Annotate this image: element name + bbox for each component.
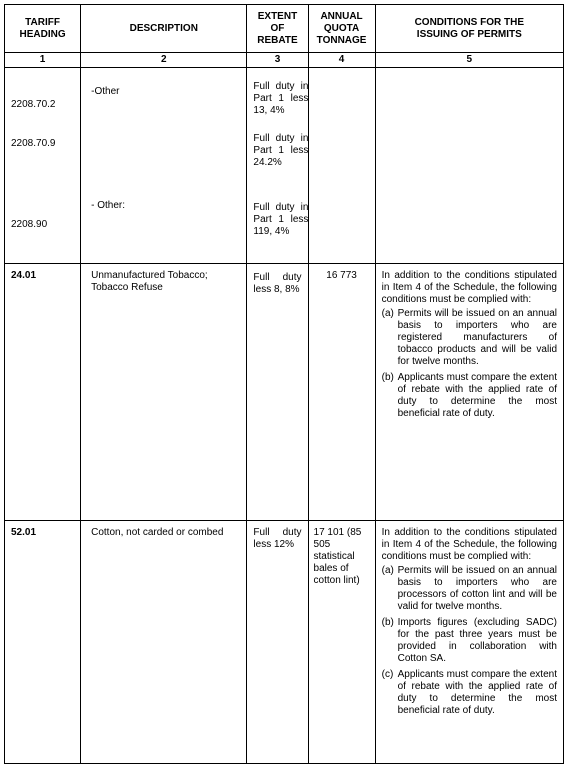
condition-label: (b) (381, 617, 394, 628)
header-row (5, 5, 564, 53)
rebate-text: Full duty less 8, 8% (253, 272, 302, 295)
column-number: 3 (247, 53, 308, 68)
tariff-heading: 52.01 (11, 527, 37, 538)
description-text: -Other (91, 86, 120, 97)
rebate-text: Full duty less 12% (253, 527, 302, 550)
tariff-code: 2208.90 (11, 219, 48, 230)
condition-item (382, 308, 557, 368)
tariff-codes-cell (5, 68, 81, 264)
conditions-intro: In addition to the conditions stipulated in Item 4 of the Schedule, the following conditions must be complied with: (381, 527, 557, 562)
tariff-heading: 24.01 (11, 270, 37, 281)
condition-text: Permits will be issued on an annual basis to importers who are registered manufacturers of tobacco products and will be valid for twelve months. (397, 308, 557, 367)
description-cell (81, 521, 247, 764)
tariff-document (4, 4, 564, 764)
header-conditions: CONDITIONS FOR THE ISSUING OF PERMITS (375, 5, 563, 53)
column-number: 4 (308, 53, 375, 68)
rebate-text: Full duty in Part 1 less 24.2% (253, 133, 309, 168)
conditions-intro: In addition to the conditions stipulated in Item 4 of the Schedule, the following conditions must be complied with: (381, 270, 557, 305)
condition-label: (a) (381, 565, 394, 576)
column-number: 1 (5, 53, 81, 68)
tariff-code: 2208.70.2 (11, 99, 56, 110)
condition-text: Applicants must compare the extent of rebate with the applied rate of duty to determine the most beneficial rate of duty. (397, 669, 557, 716)
quota-cell (308, 68, 375, 264)
condition-label: (b) (381, 372, 394, 383)
conditions-cell (375, 521, 563, 764)
condition-text: Applicants must compare the extent of rebate with the applied rate of duty to determine the most beneficial rate of duty. (397, 372, 557, 419)
rebate-text: Full duty in Part 1 less 119, 4% (253, 202, 309, 237)
conditions-cell (375, 68, 563, 264)
header-extent-of-rebate: EXTENT OF REBATE (247, 5, 308, 53)
condition-text: Permits will be issued on an annual basis to importers who are processors of cotton lint and will be valid for twelve months. (397, 565, 557, 612)
tariff-code: 2208.70.9 (11, 138, 56, 149)
condition-text: Imports figures (excluding SADC) for the past three years must be provided in collaboration with Cotton SA. (397, 617, 557, 664)
description-text: Unmanufactured Tobacco; Tobacco Refuse (91, 270, 208, 293)
condition-item (382, 617, 557, 665)
description-text: Cotton, not carded or combed (91, 527, 224, 538)
table-row (5, 264, 564, 521)
tariff-heading-cell (5, 521, 81, 764)
quota-value: 17 101 (85 505 statistical bales of cotton lint) (313, 527, 362, 586)
column-number-row (5, 53, 564, 68)
tariff-heading-cell (5, 264, 81, 521)
quota-cell (308, 521, 375, 764)
header-tariff-heading: TARIFF HEADING (5, 5, 81, 53)
rebate-cell (247, 264, 308, 521)
header-annual-quota-tonnage: ANNUAL QUOTA TONNAGE (308, 5, 375, 53)
rebate-text: Full duty in Part 1 less 13, 4% (253, 81, 309, 116)
condition-item (382, 372, 557, 420)
rebate-table (4, 4, 564, 764)
description-text: - Other: (91, 200, 126, 211)
column-number: 5 (375, 53, 563, 68)
header-description: DESCRIPTION (81, 5, 247, 53)
rebate-cell (247, 68, 308, 264)
condition-item (382, 669, 557, 717)
rebate-cell (247, 521, 308, 764)
table-row (5, 68, 564, 264)
description-cell (81, 264, 247, 521)
quota-value: 16 773 (326, 270, 357, 281)
conditions-cell (375, 264, 563, 521)
condition-label: (a) (381, 308, 394, 319)
table-row (5, 521, 564, 764)
description-cell (81, 68, 247, 264)
condition-label: (c) (381, 669, 394, 680)
quota-cell (308, 264, 375, 521)
condition-item (382, 565, 557, 613)
column-number: 2 (81, 53, 247, 68)
